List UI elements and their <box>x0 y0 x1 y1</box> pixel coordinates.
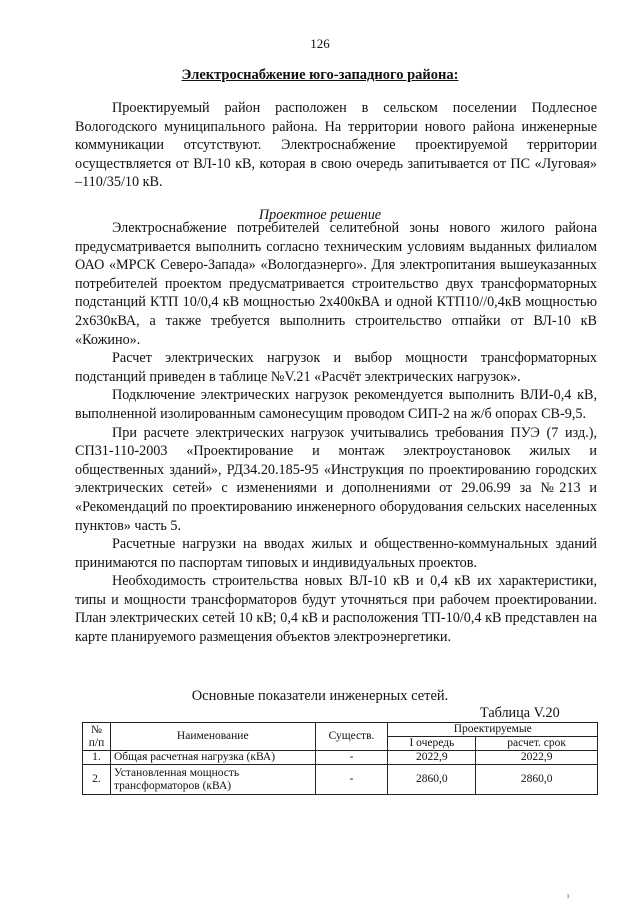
paragraph: Расчет электрических нагрузок и выбор мощности трансформаторных подстанций приведен в таблице №V.21 «Расчёт электрических нагрузок». <box>75 350 597 385</box>
paragraph: Подключение электрических нагрузок рекомендуется выполнить ВЛИ-0,4 кВ, выполненной изолированным самонесущим проводом СИП-2 на ж/б опорах СВ-9,5. <box>75 387 597 422</box>
table-header-row <box>83 723 598 737</box>
header-name: Наименование <box>110 723 315 751</box>
cell-first-stage: 2022,9 <box>388 751 476 765</box>
table-label: Таблица V.20 <box>480 705 560 721</box>
engineering-networks-table <box>82 722 598 795</box>
paragraph: При расчете электрических нагрузок учитывались требования ПУЭ (7 изд.), СП31-110-2003 «Проектирование и монтаж электроустановок жилых и общественных зданий», РД34.20.185-95 «Инструкция по проектированию городских электрических сетей» с изменениями и дополнениями от 29.06.99 за №213 и «Рекомендаций по проектированию инженерного оборудования сельских населенных пунктов» часть 5. <box>75 424 597 534</box>
table-row <box>83 751 598 765</box>
document-heading: Электроснабжение юго-западного района: <box>181 67 459 83</box>
table-caption: Основные показатели инженерных сетей. <box>191 688 449 704</box>
paragraph: Необходимость строительства новых ВЛ-10 кВ и 0,4 кВ их характеристики, типы и мощности трансформаторов будут уточняться при рабочем проектировании. План электрических сетей 10 кВ; 0,4 кВ и расположения ТП-10/0,4 кВ представлен на карте планируемого размещения объектов электроэнергетики. <box>75 573 597 646</box>
cell-name: Общая расчетная нагрузка (кВА) <box>110 751 315 765</box>
paragraph: Электроснабжение потребителей селитебной зоны нового жилого района предусматривается выполнить согласно техническим условиям выданных филиалом ОАО «МРСК Северо-Запада» «Вологдаэнерго». Для электропитания вышеуказанных потребителей проектом предусматривается строительство двух трансформаторных подстанций КТП 10/0,4 кВ мощностью 2х400кВА и одной КТП10//0,4кВ мощностью 2х630кВА, а также требуется выполнить строительство отпайки от ВЛ-10 кВ «Кожино». <box>75 220 597 348</box>
cell-existing: - <box>315 765 388 795</box>
section-title: Проектное решение <box>258 207 382 223</box>
header-first-stage: I очередь <box>388 737 476 751</box>
header-existing: Существ. <box>315 723 388 751</box>
cell-name: Установленная мощность трансформаторов (кВА) <box>110 765 315 795</box>
table-row <box>83 765 598 795</box>
cell-num: 1. <box>83 751 111 765</box>
footer-mark: ı <box>567 891 570 900</box>
section-body <box>75 219 597 647</box>
cell-calc-term: 2022,9 <box>476 751 598 765</box>
header-projected: Проектируемые <box>388 723 598 737</box>
cell-calc-term: 2860,0 <box>476 765 598 795</box>
page-number: 126 <box>310 36 330 51</box>
cell-first-stage: 2860,0 <box>388 765 476 795</box>
cell-num: 2. <box>83 765 111 795</box>
paragraph: Расчетные нагрузки на вводах жилых и общественно-коммунальных зданий принимаются по паспортам типовых и индивидуальных проектов. <box>75 536 597 571</box>
header-calc-term: расчет. срок <box>476 737 598 751</box>
header-num: № п/п <box>83 723 111 751</box>
cell-existing: - <box>315 751 388 765</box>
intro-paragraph: Проектируемый район расположен в сельском поселении Подлесное Вологодского муниципального района. На территории нового района инженерные коммуникации отсутствуют. Электроснабжение проектируемой территории осуществляется от ВЛ-10 кВ, которая в свою очередь запитывается от ПС «Луговая» –110/35/10 кВ. <box>75 100 597 191</box>
